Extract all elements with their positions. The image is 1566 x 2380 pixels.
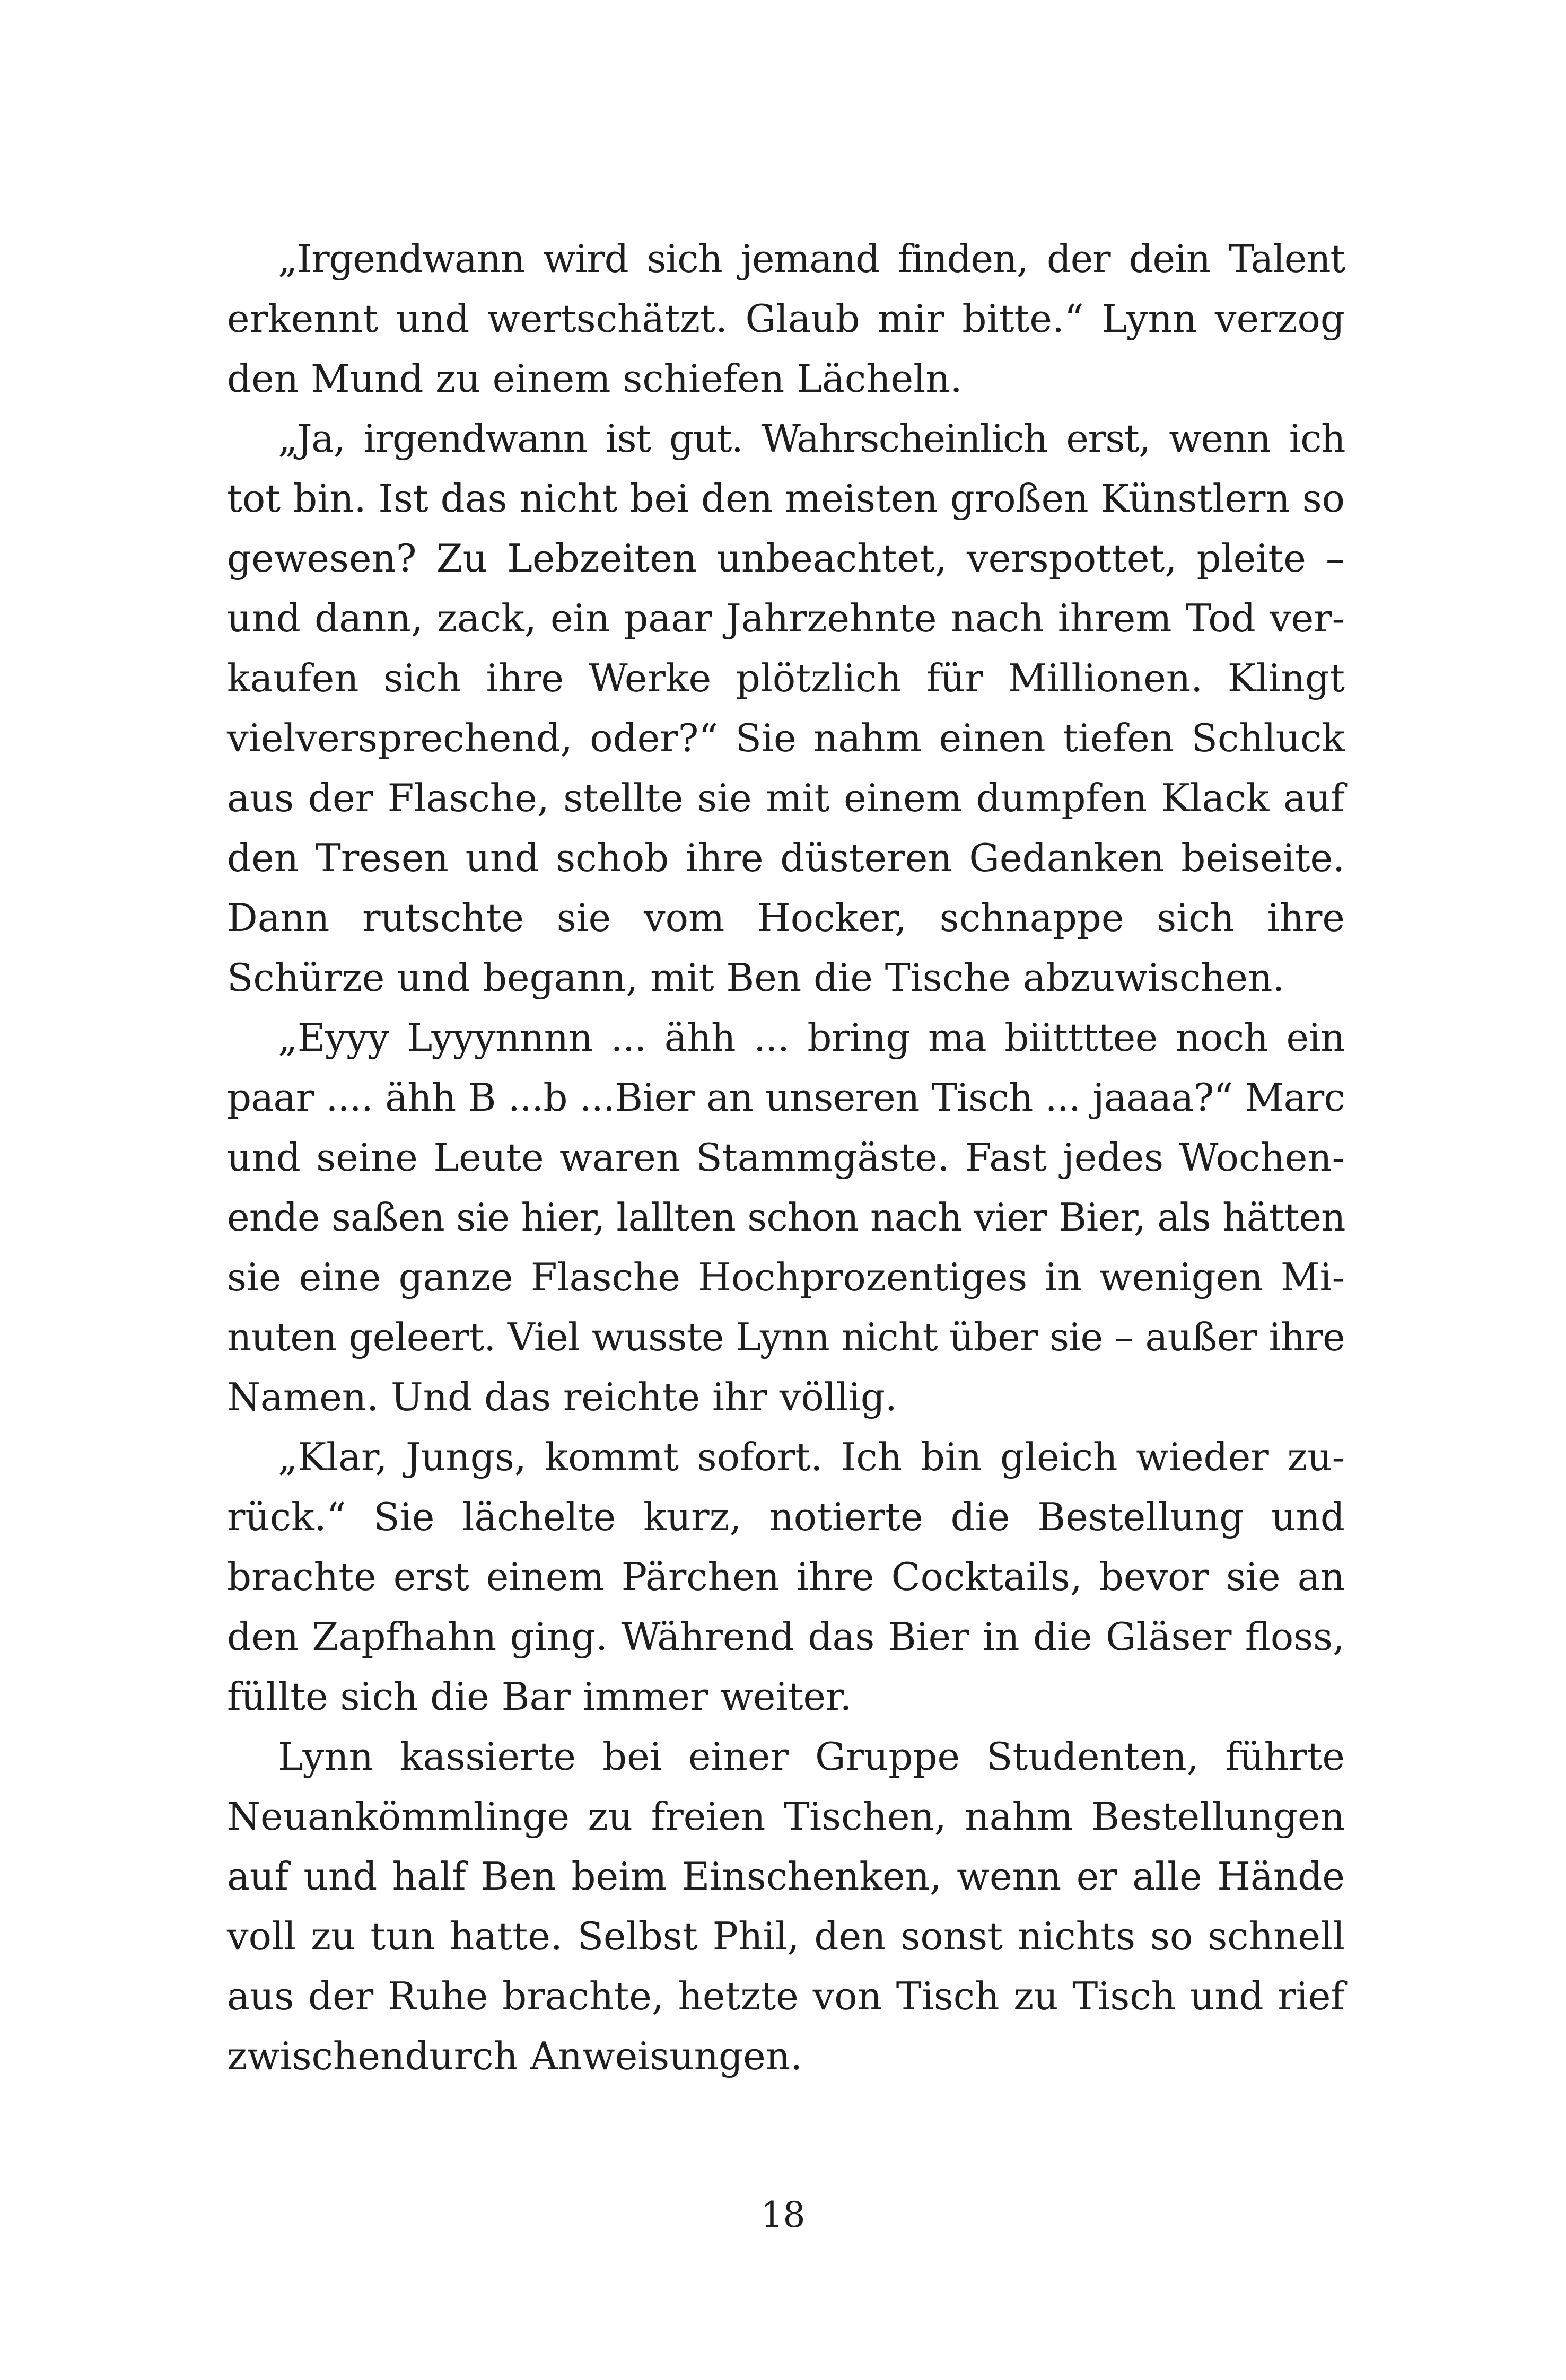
text-line: voll zu tun hatte. Selbst Phil, den sonst nichts so schnell [227,1914,1345,1959]
text-line: paar .... ähh B ...b ...Bier an unseren Tisch ... jaaaa?“ Marc [227,1075,1345,1120]
text-line: „Eyyy Lyyynnnn ... ähh ... bring ma biittttee noch ein [278,1015,1345,1060]
text-line: auf und half Ben beim Einschenken, wenn er alle Hände [227,1854,1345,1899]
text-line: den Mund zu einem schiefen Lächeln. [227,356,963,401]
text-line: und dann, zack, ein paar Jahrzehnte nach ihrem Tod ver- [227,596,1345,640]
text-line: tot bin. Ist das nicht bei den meisten großen Künstlern so [227,476,1345,521]
text-line: vielversprechend, oder?“ Sie nahm einen tiefen Schluck [227,716,1345,760]
body-text [227,229,1345,2086]
text-line: und seine Leute waren Stammgäste. Fast jedes Wochen- [227,1135,1345,1180]
text-line: Neuankömmlinge zu freien Tischen, nahm Bestellungen [227,1794,1345,1839]
text-line: sie eine ganze Flasche Hochprozentiges in wenigen Mi- [227,1255,1345,1299]
text-line: kaufen sich ihre Werke plötzlich für Millionen. Klingt [227,656,1345,700]
text-line: zwischendurch Anweisungen. [227,2034,802,2078]
text-line: Namen. Und das reichte ihr völlig. [227,1375,897,1419]
text-line: aus der Ruhe brachte, hetzte von Tisch zu Tisch und rief [227,1974,1345,2018]
text-line: gewesen? Zu Lebzeiten unbeachtet, verspottet, pleite – [227,536,1345,581]
text-line: „Irgendwann wird sich jemand finden, der dein Talent [278,236,1345,281]
text-line: „Ja, irgendwann ist gut. Wahrscheinlich erst, wenn ich [278,416,1345,461]
paragraph-4 [227,1427,1345,1727]
text-line: nuten geleert. Viel wusste Lynn nicht über sie – außer ihre [227,1315,1345,1359]
paragraph-1 [227,229,1345,409]
text-line: den Zapfhahn ging. Während das Bier in die Gläser floss, [227,1614,1345,1659]
text-line: Lynn kassierte bei einer Gruppe Studenten, führte [278,1734,1345,1779]
text-line: aus der Flasche, stellte sie mit einem dumpfen Klack auf [227,776,1345,820]
text-line: rück.“ Sie lächelte kurz, notierte die Bestellung und [227,1495,1345,1539]
text-line: „Klar, Jungs, kommt sofort. Ich bin gleich wieder zu- [278,1435,1345,1479]
text-line: Dann rutschte sie vom Hocker, schnappe sich ihre [227,895,1345,940]
text-line: erkennt und wertschätzt. Glaub mir bitte.“ Lynn verzog [227,296,1345,341]
paragraph-3 [227,1008,1345,1427]
paragraph-2 [227,409,1345,1008]
text-line: füllte sich die Bar immer weiter. [227,1674,852,1719]
text-line: brachte erst einem Pärchen ihre Cocktails, bevor sie an [227,1555,1345,1599]
text-line: ende saßen sie hier, lallten schon nach vier Bier, als hätten [227,1195,1345,1240]
text-line: Schürze und begann, mit Ben die Tische abzuwischen. [227,955,1285,1000]
page-number: 18 [760,2194,806,2235]
text-line: den Tresen und schob ihre düsteren Gedanken beiseite. [227,836,1345,880]
paragraph-5 [227,1727,1345,2086]
